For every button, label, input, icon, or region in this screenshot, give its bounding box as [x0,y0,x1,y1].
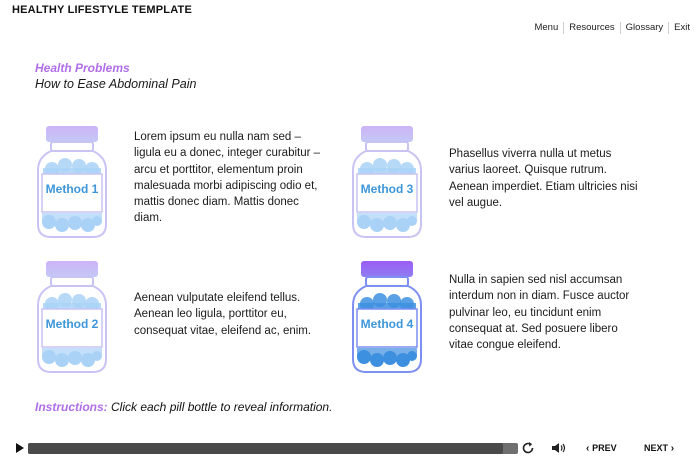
method-4-label: Method 4 [360,317,414,331]
method-1-description: Lorem ipsum eu nulla nam sed – ligula eu a donec, integer curabitur – arcu et porttitor, elementum proin malesuada morbi adipiscing odio et, mattis donec diam. Mattis donec diam. [134,131,321,225]
method-3-label: Method 3 [360,182,414,196]
pill-bottle-method-2[interactable] [32,259,112,375]
method-4-description: Nulla in sapien sed nisl accumsan interdum non in diam. Fusce auctor pulvinar leo, eu tincidunt enim consequat at. Sed posuere libero vitae congue eleifend. [449,274,630,352]
method-3-description: Phasellus viverra nulla ut metus varius laoreet. Quisque rutrum. Aenean imperdiet. Etiam ultricies nisi vel augue. [449,148,638,209]
chevron-right-icon: › [668,443,675,454]
prev-button[interactable] [586,443,617,454]
progress-fill [28,443,503,454]
nav-exit[interactable]: Exit [674,22,690,33]
method-2-description: Aenean vulputate eleifend tellus. Aenean leo ligula, porttitor eu, consequat vitae, eleifend ac, enim. [134,292,312,337]
nav-glossary[interactable]: Glossary [621,22,669,34]
chevron-left-icon: ‹ [586,443,593,454]
nav-resources[interactable]: Resources [564,22,620,34]
method-1-label: Method 1 [45,182,99,196]
instructions [35,400,332,414]
next-button[interactable] [644,443,674,454]
page-heading: Health Problems [35,61,130,75]
next-label: NEXT [644,443,669,453]
top-nav [529,22,690,34]
prev-label: PREV [592,443,617,453]
pill-bottle-method-1[interactable] [32,124,112,240]
instructions-text: Click each pill bottle to reveal information. [107,400,333,414]
play-button[interactable] [13,441,27,455]
volume-button[interactable] [551,441,567,455]
volume-icon [551,441,567,455]
method-2-label: Method 2 [45,317,99,331]
nav-menu[interactable]: Menu [529,22,564,34]
replay-icon [521,441,535,455]
page-subheading: How to Ease Abdominal Pain [35,77,197,91]
instructions-label: Instructions: [35,400,108,414]
play-icon [13,441,27,455]
app-title: HEALTHY LIFESTYLE TEMPLATE [12,4,192,16]
progress-bar[interactable] [28,443,518,454]
pill-bottle-method-4[interactable] [347,259,427,375]
pill-bottle-method-3[interactable] [347,124,427,240]
replay-button[interactable] [521,441,535,455]
